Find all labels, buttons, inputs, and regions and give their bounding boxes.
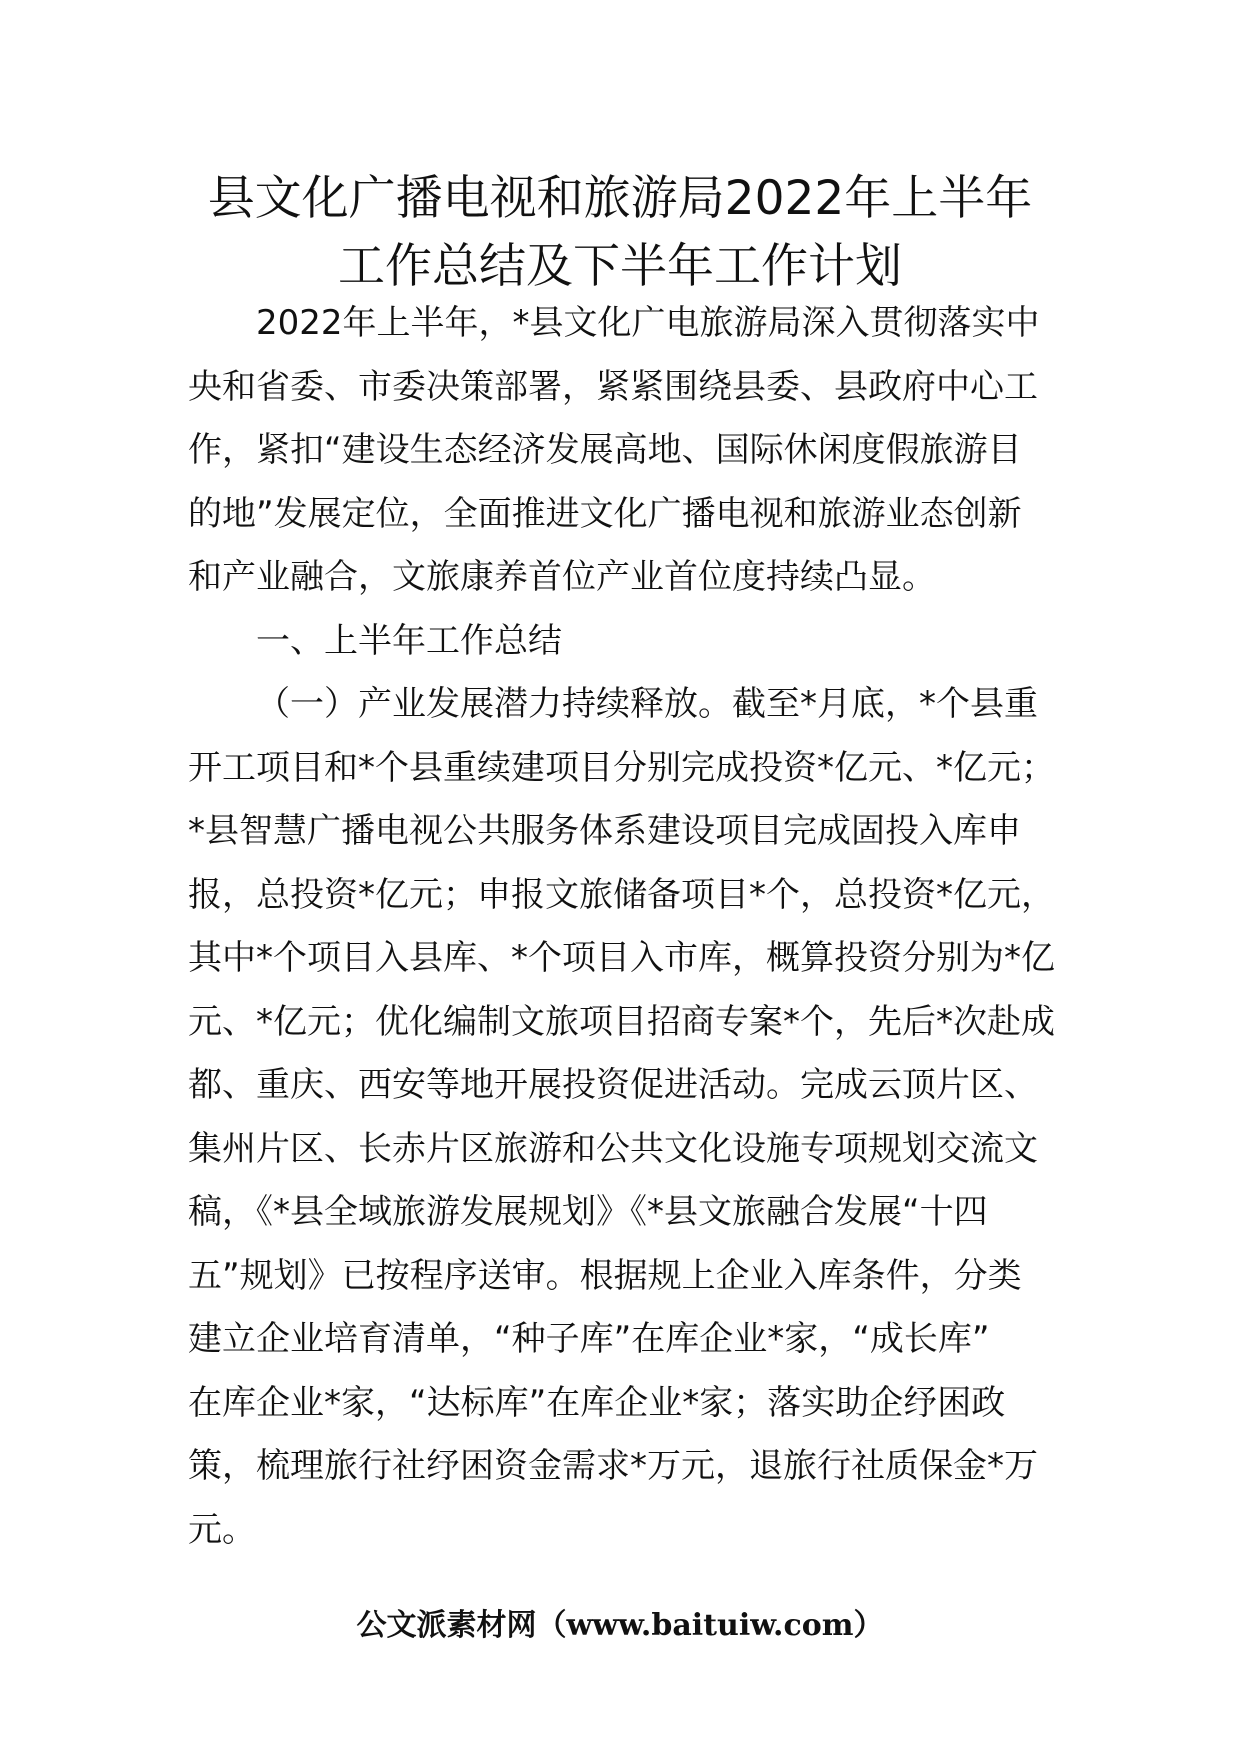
paragraph-2-line-13: 策，梳理旅行社纾困资金需求*万元，退旅行社质保金*万	[188, 1446, 1038, 1486]
paragraph-2-line-5: 其中*个项目入县库、*个项目入市库，概算投资分别为*亿	[188, 938, 1055, 978]
paragraph-2-line-10: 五”规划》已按程序送审。根据规上企业入库条件，分类	[188, 1255, 1022, 1296]
paragraph-2-line-3: *县智慧广播电视公共服务体系建设项目完成固投入库申	[188, 811, 1021, 851]
document-title-line-2: 工作总结及下半年工作计划	[338, 239, 902, 294]
section-heading: 一、上半年工作总结	[256, 620, 562, 661]
paragraph-1-line-3: 作，紧扣“建设生态经济发展高地、国际休闲度假旅游目	[188, 430, 1022, 470]
paragraph-1-line-4: 的地”发展定位，全面推进文化广播电视和旅游业态创新	[188, 493, 1022, 534]
paragraph-2-line-12: 在库企业*家，“达标库”在库企业*家；落实助企纾困政	[188, 1382, 1006, 1423]
paragraph-2-line-4: 报，总投资*亿元；申报文旅储备项目*个，总投资*亿元，	[188, 874, 1055, 915]
paragraph-1-line-5: 和产业融合，文旅康养首位产业首位度持续凸显。	[188, 557, 936, 597]
paragraph-1-line-2: 央和省委、市委决策部署，紧紧围绕县委、县政府中心工	[188, 366, 1038, 407]
paragraph-1-line-1: 2022年上半年，*县文化广电旅游局深入贯彻落实中	[256, 303, 1040, 343]
paragraph-2-line-1: （一）产业发展潜力持续释放。截至*月底，*个县重	[256, 684, 1038, 724]
footer-watermark-text: 公文派素材网（www.baituiw.com）	[356, 1608, 884, 1643]
document-body	[188, 292, 1058, 1562]
paragraph-2-line-7: 都、重庆、西安等地开展投资促进活动。完成云顶片区、	[188, 1065, 1038, 1105]
paragraph-2-line-6: 元、*亿元；优化编制文旅项目招商专案*个，先后*次赴成	[188, 1001, 1055, 1042]
document-title-line-1: 县文化广播电视和旅游局2022年上半年	[207, 171, 1033, 226]
paragraph-2-line-14: 元。	[188, 1509, 256, 1550]
paragraph-2-line-11: 建立企业培育清单，“种子库”在库企业*家，“成长库”	[188, 1319, 990, 1359]
paragraph-2-line-9: 稿，《*县全域旅游发展规划》《*县文旅融合发展“十四	[188, 1192, 988, 1232]
paragraph-2-line-8: 集州片区、长赤片区旅游和公共文化设施专项规划交流文	[188, 1128, 1038, 1169]
paragraph-2-line-2: 开工项目和*个县重续建项目分别完成投资*亿元、*亿元；	[188, 747, 1055, 788]
